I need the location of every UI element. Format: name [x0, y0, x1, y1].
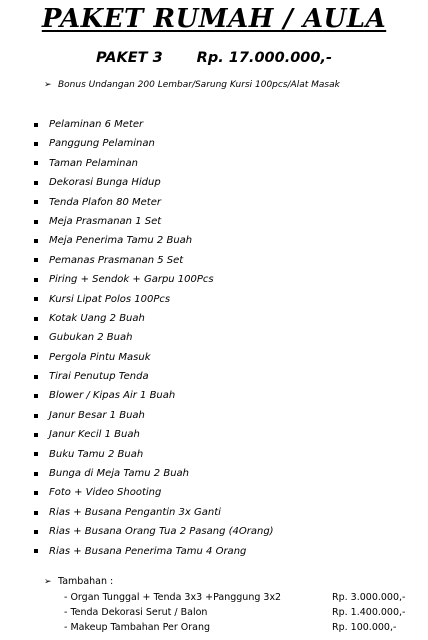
list-item	[32, 173, 274, 192]
list-item	[32, 464, 274, 483]
list-item-label: Panggung Pelaminan	[49, 138, 155, 150]
square-bullet-icon	[34, 336, 38, 340]
extra-row	[44, 620, 424, 635]
list-item-label: Taman Pelaminan	[49, 157, 138, 169]
list-item	[32, 386, 274, 405]
square-bullet-icon	[34, 511, 38, 515]
package-items-list	[32, 115, 274, 561]
list-item	[32, 503, 274, 522]
list-item-label: Piring + Sendok + Garpu 100Pcs	[49, 274, 214, 286]
list-item-label: Gubukan 2 Buah	[49, 332, 133, 344]
square-bullet-icon	[34, 433, 38, 437]
extras-heading: Tambahan :	[58, 576, 114, 587]
arrow-bullet-icon: ➢	[44, 577, 52, 587]
list-item-label: Dekorasi Bunga Hidup	[49, 177, 161, 189]
square-bullet-icon	[34, 530, 38, 534]
square-bullet-icon	[34, 181, 38, 185]
extra-label: - Organ Tunggal + Tenda 3x3 +Panggung 3x2	[64, 592, 282, 603]
list-item-label: Pergola Pintu Masuk	[49, 351, 151, 363]
package-name: PAKET 3	[95, 50, 163, 66]
list-item	[32, 522, 274, 541]
list-item-label: Pemanas Prasmanan 5 Set	[49, 254, 184, 266]
list-item	[32, 309, 274, 328]
list-item	[32, 193, 274, 212]
package-header	[0, 50, 428, 66]
square-bullet-icon	[34, 549, 38, 553]
square-bullet-icon	[34, 142, 38, 146]
list-item	[32, 483, 274, 502]
list-item	[32, 270, 274, 289]
list-item	[32, 445, 274, 464]
list-item	[32, 231, 274, 250]
list-item-label: Bunga di Meja Tamu 2 Buah	[49, 468, 190, 480]
list-item-label: Tirai Penutup Tenda	[49, 371, 149, 383]
square-bullet-icon	[34, 123, 38, 127]
extras-heading-row	[44, 574, 424, 590]
list-item	[32, 212, 274, 231]
list-item	[32, 134, 274, 153]
list-item-label: Janur Besar 1 Buah	[49, 409, 145, 421]
list-item-label: Meja Prasmanan 1 Set	[49, 215, 162, 227]
extra-row	[44, 590, 424, 605]
arrow-bullet-icon: ➢	[44, 80, 52, 90]
extra-price: Rp. 100.000,-	[332, 622, 397, 633]
package-price: Rp. 17.000.000,-	[196, 50, 333, 66]
list-item	[32, 251, 274, 270]
list-item	[32, 425, 274, 444]
square-bullet-icon	[34, 200, 38, 204]
extra-label: - Makeup Tambahan Per Orang	[64, 622, 211, 633]
extra-label: - Tenda Dekorasi Serut / Balon	[64, 607, 208, 618]
square-bullet-icon	[34, 375, 38, 379]
list-item-label: Blower / Kipas Air 1 Buah	[49, 390, 176, 402]
list-item-label: Rias + Busana Orang Tua 2 Pasang (4Orang)	[49, 526, 274, 538]
page-title: PAKET RUMAH / AULA	[41, 4, 387, 34]
extras-section	[44, 574, 424, 635]
list-item	[32, 542, 274, 561]
square-bullet-icon	[34, 355, 38, 359]
list-item	[32, 328, 274, 347]
square-bullet-icon	[34, 161, 38, 165]
list-item-label: Kotak Uang 2 Buah	[49, 312, 145, 324]
extra-row	[44, 605, 424, 620]
extra-price: Rp. 3.000.000,-	[332, 592, 406, 603]
square-bullet-icon	[34, 317, 38, 321]
square-bullet-icon	[34, 491, 38, 495]
list-item-label: Kursi Lipat Polos 100Pcs	[49, 293, 171, 305]
list-item	[32, 154, 274, 173]
square-bullet-icon	[34, 452, 38, 456]
square-bullet-icon	[34, 297, 38, 301]
list-item	[32, 290, 274, 309]
square-bullet-icon	[34, 220, 38, 224]
square-bullet-icon	[34, 414, 38, 418]
square-bullet-icon	[34, 278, 38, 282]
square-bullet-icon	[34, 394, 38, 398]
list-item	[32, 367, 274, 386]
list-item-label: Rias + Busana Penerima Tamu 4 Orang	[49, 545, 247, 557]
bonus-text: Bonus Undangan 200 Lembar/Sarung Kursi 100pcs/Alat Masak	[58, 80, 340, 90]
list-item-label: Rias + Busana Pengantin 3x Ganti	[49, 506, 221, 518]
bonus-line	[44, 80, 340, 90]
square-bullet-icon	[34, 472, 38, 476]
list-item-label: Janur Kecil 1 Buah	[49, 429, 140, 441]
list-item-label: Foto + Video Shooting	[49, 487, 162, 499]
list-item	[32, 115, 274, 134]
list-item	[32, 406, 274, 425]
list-item	[32, 348, 274, 367]
square-bullet-icon	[34, 258, 38, 262]
list-item-label: Buku Tamu 2 Buah	[49, 448, 144, 460]
list-item-label: Tenda Plafon 80 Meter	[49, 196, 161, 208]
list-item-label: Pelaminan 6 Meter	[49, 119, 144, 130]
list-item-label: Meja Penerima Tamu 2 Buah	[49, 235, 193, 247]
extra-price: Rp. 1.400.000,-	[332, 607, 406, 618]
square-bullet-icon	[34, 239, 38, 243]
